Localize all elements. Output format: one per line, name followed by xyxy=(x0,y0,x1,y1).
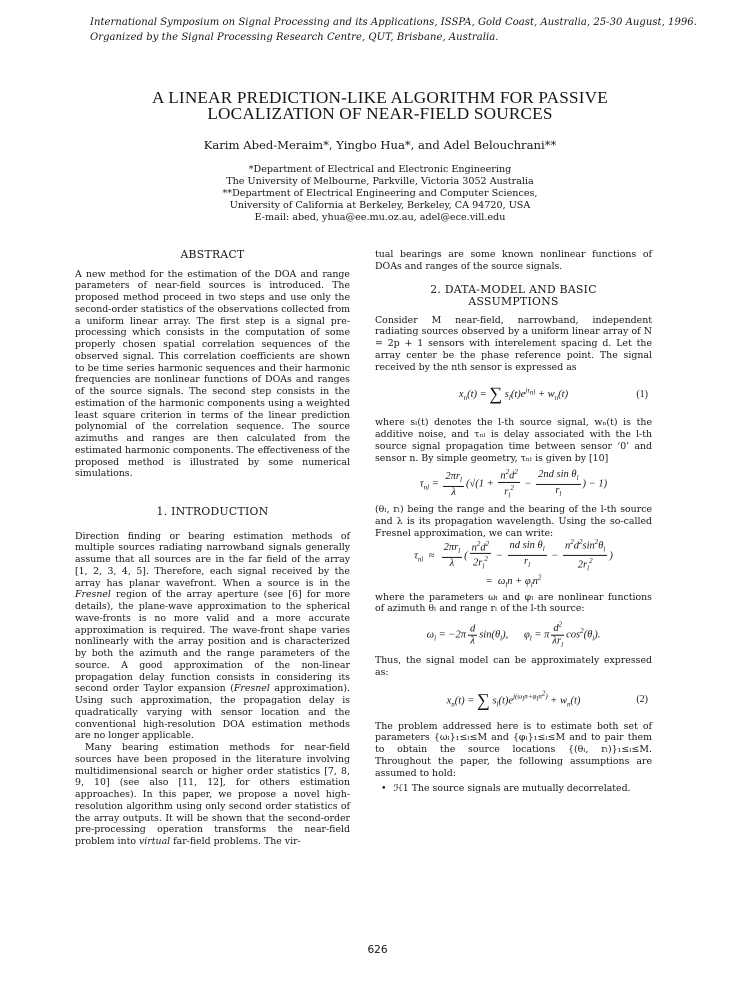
affiliation-line: **Department of Electrical Engineering and Computer Sciences, xyxy=(222,188,538,199)
introduction-heading: 1. INTRODUCTION xyxy=(156,505,269,518)
section-2-paragraph-5: Thus, the signal model can be approximately expressed as: xyxy=(375,655,652,678)
paper-title xyxy=(40,90,720,122)
equation-2: $x_n(t)$ = ∑ $s_l(t)e^{j(\omega_ln+\varphi_ln^2)} + w_n(t)$ (2) xyxy=(446,689,648,710)
title-line-2: LOCALIZATION OF NEAR-FIELD SOURCES xyxy=(207,104,553,123)
section-2-paragraph-1: Consider M near-field, narrowband, independent radiating sources observed by a uniform linear array of N = 2p + 1 sensors with interelement spacing d. Let the array center be the phase reference point. The signal received by the nth sensor is expressed as xyxy=(375,314,652,373)
intro-paragraph-1: Direction finding or bearing estimation methods of multiple sources radiating narrowband signals generally assume that all sources are in the far field of the array [1, 2, 3, 4, 5]. Therefore, each signal received by the array has planar wavefront. When a source is in the Fresnel region of the array aperture (see [6] for more details), the plane-wave approximation to the spherical wave-fronts is no more valid and a more accurate approximation is required. The wave-front shape varies nonlinearly with the array position and is characterized by both the azimuth and the range parameters of the source. A good approximation of the non-linear propagation delay function consists in considering its second order Taylor expansion (Fresnel approximation). Using such approximation, the propagation delay is quadratically varying with sensor location and the conventional high-resolution DOA estimation methods are no longer applicable. xyxy=(75,530,350,742)
page-number: 626 xyxy=(367,944,388,956)
intro-paragraph-2: Many bearing estimation methods for near-field sources have been proposed in the literature involving multidimensional search or higher order statistics [7, 8, 9, 10] (see also [11, 12], for others estimation approaches). In this paper, we propose a novel high-resolution algorithm using only second order statistics of the array outputs. It will be shown that the second-order pre-processing operation transforms the near-field problem into virtual far-field problems. The vir- xyxy=(75,742,350,847)
equation-omega-phi: $\omega_l = -2\pi$ $\frac{d}{\lambda}$ $\sin(\theta_l)$, $\varphi_l = \pi$ $\frac{d^2}{\lambda r_l}$ $\cos^2(\theta_l)$. xyxy=(426,620,601,649)
equation-2-number: (2) xyxy=(636,693,648,705)
section-2-paragraph-3: (θₗ, rₗ) being the range and the bearing of the l-th source and λ is its propagation wavelength. Using the so-called Fresnel approximation, we can write: xyxy=(375,504,652,539)
assumption-h1: • ℋ1 The source signals are mutually decorrelated. xyxy=(375,783,652,795)
right-column xyxy=(375,249,652,795)
affiliation-line: The University of Melbourne, Parkville, Victoria 3052 Australia xyxy=(226,176,534,187)
title-line-1: A LINEAR PREDICTION-LIKE ALGORITHM FOR PASSIVE xyxy=(152,88,608,107)
equation-tau: $\tau_{nl}$ = $\frac{2\pi r_l}{\lambda}$ (√(1 + $\frac{n^2d^2}{r_l^2}$ − $\frac{2nd \sin \theta_l}{r_l}$ ) − 1) xyxy=(419,468,608,500)
abstract-text: A new method for the estimation of the DOA and range parameters of near-field sources is introduced. The proposed method proceed in two steps and use only the second-order statistics of the observations collected from a uniform linear array. The first step is a signal pre-processing which consists in the computation of some properly chosen spatial correlation sequences of the observed signal. This correlation coefficients are shown to be time series harmonic sequences and their harmonic frequencies are nonlinear functions of DOAs and ranges of the source signals. The second step consists in the estimation of the harmonic components using a weighted least square criterion in terms of the linear prediction polynomial of the correlation sequence. The source azimuths and ranges are then calculated from the estimated harmonic components. The effectiveness of the proposed method is illustrated by some numerical simulations. xyxy=(75,268,350,480)
header-line-2: Organized by the Signal Processing Research Centre, QUT, Brisbane, Australia. xyxy=(90,31,499,43)
header-line-1: International Symposium on Signal Processing and its Applications, ISSPA, Gold Coast, Australia, 25-30 August, 1996. xyxy=(90,17,697,28)
abstract-heading: ABSTRACT xyxy=(180,248,245,261)
continued-text: tual bearings are some known nonlinear functions of DOAs and ranges of the source signals. xyxy=(375,249,652,272)
affiliation-line: *Department of Electrical and Electronic Engineering xyxy=(248,164,512,175)
section-2-paragraph-6: The problem addressed here is to estimate both set of parameters {ωₗ}₁≤ₗ≤M and {φₗ}₁≤ₗ≤M and to pair them to obtain the source locations {(θₗ, rₗ)}₁≤ₗ≤M. Throughout the paper, the following assumptions are assumed to hold: xyxy=(375,720,652,779)
affiliations xyxy=(150,164,610,224)
conference-header xyxy=(90,16,730,45)
left-column xyxy=(75,249,350,848)
section-2-paragraph-2: where sₗ(t) denotes the l-th source signal, wₙ(t) is the additive noise, and τₙₗ is delay associated with the l-th source signal propagation time between sensor ‘0’ and sensor n. By simple geometry, τₙₗ is given by [10] xyxy=(375,417,652,464)
affiliation-line: University of California at Berkeley, Berkeley, CA 94720, USA xyxy=(229,200,531,211)
equation-1: $x_n(t)$ = ∑ $s_l(t)e^{j\tau_{nl}} + w_n(t)$ (1) xyxy=(458,383,648,404)
authors: Karim Abed-Meraim*, Yingbo Hua*, and Adel Belouchrani** xyxy=(203,138,557,152)
equation-fresnel: $\tau_{nl}$ ≈ $\frac{2\pi r_l}{\lambda}$ ( $\frac{n^2d^2}{2r_l^2}$ − $\frac{nd \sin \theta_l}{r_l}$ − $\frac{n^2d^2\sin^2\theta_l}{2r_l^2}$ ) = $\omega_ln + \varphi_ln^2$ xyxy=(414,537,613,589)
equation-1-number: (1) xyxy=(636,389,648,401)
section-2-paragraph-4: where the parameters ωₗ and φₗ are nonlinear functions of azimuth θₗ and range rₗ of the l-th source: xyxy=(375,591,652,615)
section-2-heading: 2. DATA-MODEL AND BASIC ASSUMPTIONS xyxy=(430,282,597,308)
email-line: E-mail: abed, yhua@ee.mu.oz.au, adel@ece.vill.edu xyxy=(254,212,506,223)
